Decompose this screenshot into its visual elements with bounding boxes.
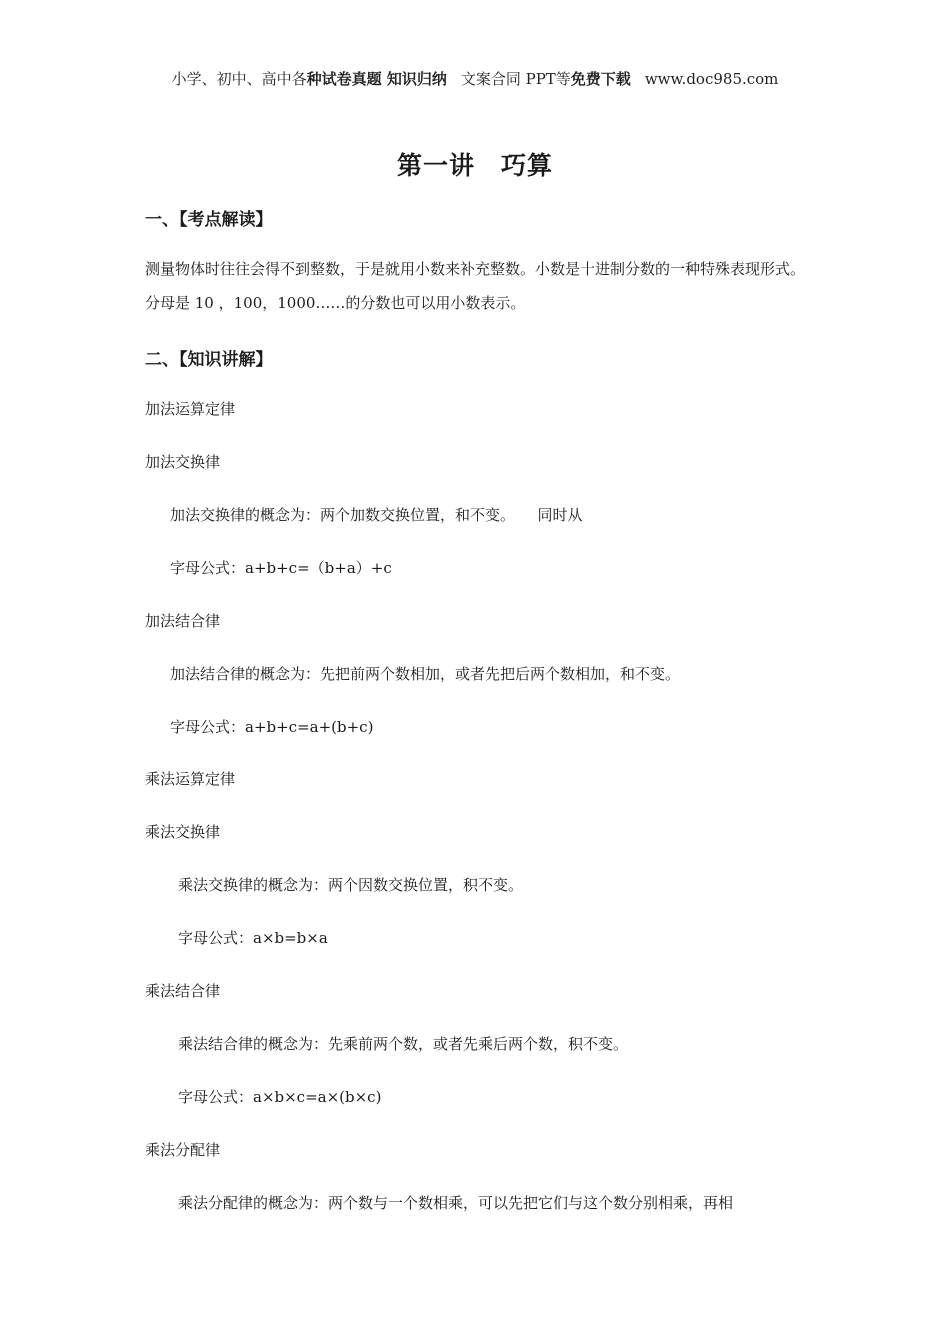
add-assoc-concept: 加法结合律的概念为：先把前两个数相加，或者先把后两个数相加，和不变。	[170, 665, 681, 683]
mul-assoc-title: 乘法结合律	[145, 982, 221, 1000]
page-header	[0, 68, 950, 89]
add-comm-title: 加法交换律	[145, 453, 221, 471]
mul-comm-formula: 字母公式：a×b=b×a	[178, 929, 328, 947]
mul-assoc-formula: 字母公式：a×b×c=a×(b×c)	[178, 1088, 382, 1106]
mul-dist-concept: 乘法分配律的概念为：两个数与一个数相乘，可以先把它们与这个数分别相乘，再相	[178, 1194, 734, 1212]
section-heading-1: 一、【考点解读】	[145, 210, 273, 230]
add-comm-formula: 字母公式：a+b+c=（b+a）+c	[170, 559, 392, 577]
add-comm-concept: 加法交换律的概念为：两个加数交换位置，和不变。 同时从	[170, 506, 583, 524]
mul-comm-concept: 乘法交换律的概念为：两个因数交换位置，积不变。	[178, 876, 524, 894]
header-text-2: 种试卷真题 知识归纳	[306, 70, 447, 88]
mul-rules-heading: 乘法运算定律	[145, 770, 236, 788]
mul-comm-title: 乘法交换律	[145, 823, 221, 841]
add-assoc-title: 加法结合律	[145, 612, 221, 630]
header-text-3: 文案合同 PPT等	[460, 70, 571, 88]
section-heading-2: 二、【知识讲解】	[145, 350, 273, 370]
mul-assoc-concept: 乘法结合律的概念为：先乘前两个数，或者先乘后两个数，积不变。	[178, 1035, 629, 1053]
header-url[interactable]: www.doc985.com	[644, 70, 779, 88]
page-title: 第一讲 巧算	[396, 151, 553, 180]
intro-paragraph: 测量物体时往往会得不到整数，于是就用小数来补充整数。小数是十进制分数的一种特殊表现形式。分母是 10 ，100，1000……的分数也可以用小数表示。	[145, 260, 806, 312]
header-text-1: 小学、初中、高中各	[171, 70, 307, 88]
add-assoc-formula: 字母公式：a+b+c=a+(b+c)	[170, 718, 374, 736]
add-rules-heading: 加法运算定律	[145, 400, 236, 418]
header-text-4: 免费下载	[570, 70, 631, 88]
mul-dist-title: 乘法分配律	[145, 1141, 221, 1159]
